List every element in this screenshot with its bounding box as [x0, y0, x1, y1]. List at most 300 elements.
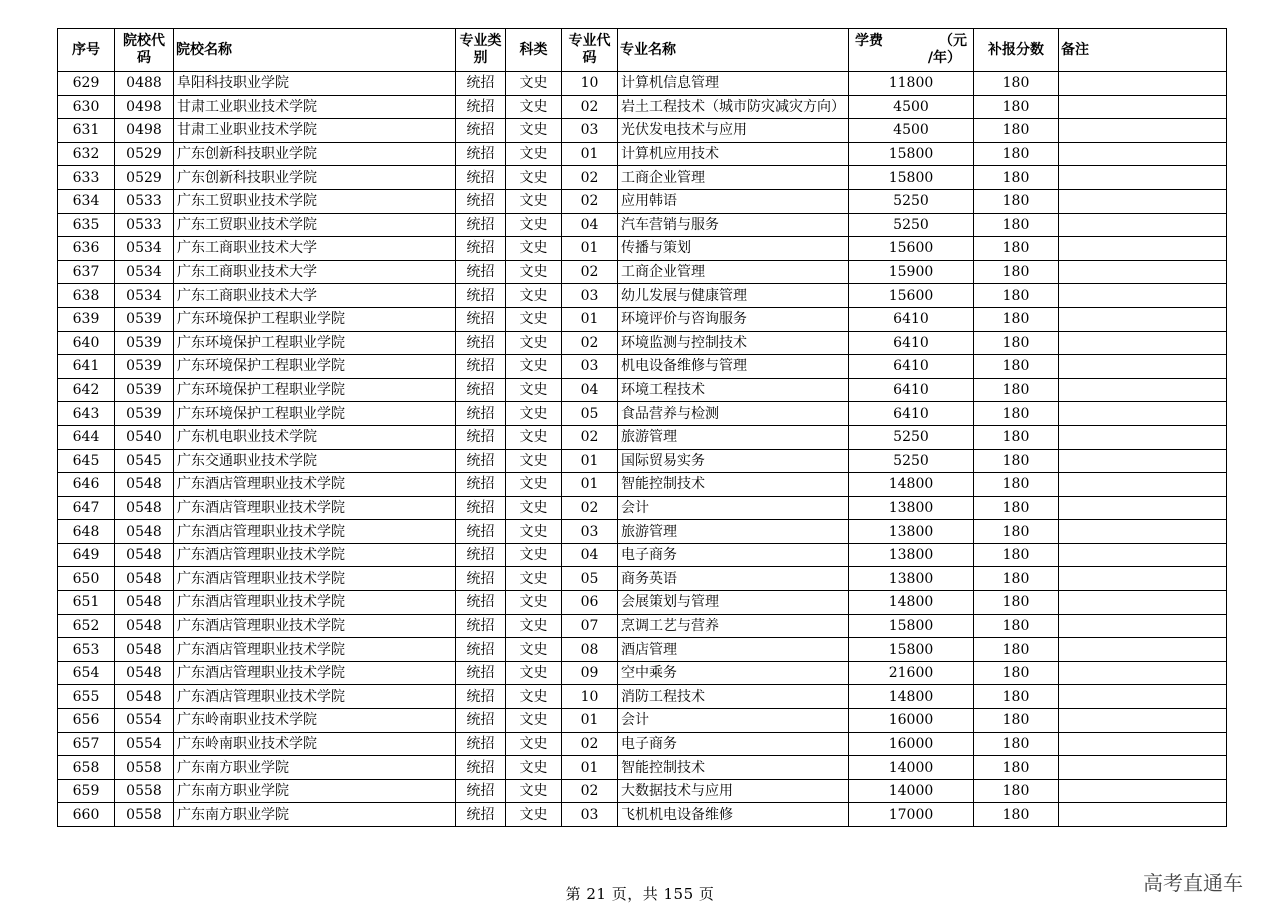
cell-school-name: 广东酒店管理职业技术学院	[174, 685, 456, 709]
cell-note	[1059, 732, 1227, 756]
cell-fee: 14800	[849, 591, 974, 615]
cell-fee: 6410	[849, 355, 974, 379]
cell-major-name: 大数据技术与应用	[618, 779, 849, 803]
cell-school-code: 0548	[115, 520, 174, 544]
cell-fee: 14800	[849, 473, 974, 497]
cell-major-name: 工商企业管理	[618, 166, 849, 190]
cell-school-name: 广东南方职业学院	[174, 756, 456, 780]
cell-note	[1059, 449, 1227, 473]
header-school-code: 院校代码	[115, 29, 174, 72]
cell-score: 180	[974, 166, 1059, 190]
cell-major-name: 计算机应用技术	[618, 142, 849, 166]
cell-school-code: 0558	[115, 803, 174, 827]
cell-major-name: 旅游管理	[618, 520, 849, 544]
table-row	[58, 732, 1227, 756]
cell-major-code: 08	[562, 638, 618, 662]
cell-seq: 638	[58, 284, 115, 308]
cell-major-name: 电子商务	[618, 543, 849, 567]
table-row	[58, 756, 1227, 780]
cell-fee: 16000	[849, 709, 974, 733]
cell-major-name: 汽车营销与服务	[618, 213, 849, 237]
cell-school-code: 0545	[115, 449, 174, 473]
table-row	[58, 520, 1227, 544]
header-major-type: 专业类别	[456, 29, 506, 72]
cell-fee: 15800	[849, 166, 974, 190]
cell-score: 180	[974, 307, 1059, 331]
cell-subject: 文史	[506, 567, 562, 591]
cell-major-code: 04	[562, 543, 618, 567]
cell-major-name: 计算机信息管理	[618, 72, 849, 96]
cell-major-code: 01	[562, 307, 618, 331]
table-row	[58, 496, 1227, 520]
cell-school-name: 广东环境保护工程职业学院	[174, 378, 456, 402]
cell-seq: 635	[58, 213, 115, 237]
cell-seq: 642	[58, 378, 115, 402]
table-row	[58, 567, 1227, 591]
cell-seq: 657	[58, 732, 115, 756]
cell-note	[1059, 284, 1227, 308]
cell-subject: 文史	[506, 72, 562, 96]
cell-major-code: 06	[562, 591, 618, 615]
cell-score: 180	[974, 732, 1059, 756]
cell-school-code: 0548	[115, 473, 174, 497]
cell-note	[1059, 331, 1227, 355]
cell-major-type: 统招	[456, 95, 506, 119]
cell-major-name: 会计	[618, 709, 849, 733]
cell-school-code: 0548	[115, 614, 174, 638]
cell-school-code: 0529	[115, 142, 174, 166]
cell-note	[1059, 72, 1227, 96]
header-seq: 序号	[58, 29, 115, 72]
cell-fee: 14000	[849, 756, 974, 780]
cell-subject: 文史	[506, 142, 562, 166]
cell-major-type: 统招	[456, 331, 506, 355]
cell-score: 180	[974, 473, 1059, 497]
cell-seq: 646	[58, 473, 115, 497]
cell-subject: 文史	[506, 402, 562, 426]
cell-seq: 639	[58, 307, 115, 331]
cell-school-name: 广东工商职业技术大学	[174, 237, 456, 261]
cell-seq: 653	[58, 638, 115, 662]
table-row	[58, 473, 1227, 497]
table-body	[58, 72, 1227, 827]
cell-major-type: 统招	[456, 709, 506, 733]
table-header-row	[58, 29, 1227, 72]
cell-subject: 文史	[506, 709, 562, 733]
cell-school-code: 0548	[115, 638, 174, 662]
cell-note	[1059, 473, 1227, 497]
cell-major-code: 01	[562, 237, 618, 261]
cell-major-code: 02	[562, 425, 618, 449]
cell-major-type: 统招	[456, 661, 506, 685]
cell-seq: 660	[58, 803, 115, 827]
cell-note	[1059, 119, 1227, 143]
page-footer: 第 21 页，共 155 页	[565, 885, 715, 903]
cell-major-name: 旅游管理	[618, 425, 849, 449]
admissions-table	[57, 28, 1227, 827]
cell-score: 180	[974, 331, 1059, 355]
cell-score: 180	[974, 189, 1059, 213]
cell-school-name: 甘肃工业职业技术学院	[174, 119, 456, 143]
cell-major-code: 03	[562, 355, 618, 379]
cell-fee: 15800	[849, 638, 974, 662]
cell-fee: 15900	[849, 260, 974, 284]
cell-major-type: 统招	[456, 166, 506, 190]
cell-school-name: 广东酒店管理职业技术学院	[174, 638, 456, 662]
cell-fee: 15800	[849, 142, 974, 166]
cell-seq: 634	[58, 189, 115, 213]
table-row	[58, 237, 1227, 261]
cell-seq: 648	[58, 520, 115, 544]
cell-major-type: 统招	[456, 591, 506, 615]
cell-school-name: 广东岭南职业技术学院	[174, 732, 456, 756]
cell-school-name: 广东酒店管理职业技术学院	[174, 614, 456, 638]
cell-school-name: 阜阳科技职业学院	[174, 72, 456, 96]
cell-fee: 13800	[849, 520, 974, 544]
cell-score: 180	[974, 95, 1059, 119]
cell-score: 180	[974, 142, 1059, 166]
cell-school-name: 广东南方职业学院	[174, 803, 456, 827]
cell-major-type: 统招	[456, 260, 506, 284]
cell-note	[1059, 685, 1227, 709]
cell-school-name: 广东酒店管理职业技术学院	[174, 661, 456, 685]
cell-seq: 658	[58, 756, 115, 780]
table-row	[58, 685, 1227, 709]
cell-major-name: 商务英语	[618, 567, 849, 591]
cell-school-code: 0539	[115, 355, 174, 379]
table-row	[58, 72, 1227, 96]
header-major-code: 专业代码	[562, 29, 618, 72]
cell-major-name: 酒店管理	[618, 638, 849, 662]
cell-subject: 文史	[506, 95, 562, 119]
header-fee-label: 学费	[855, 33, 883, 49]
cell-major-name: 智能控制技术	[618, 756, 849, 780]
cell-major-name: 环境监测与控制技术	[618, 331, 849, 355]
cell-major-name: 飞机机电设备维修	[618, 803, 849, 827]
cell-seq: 633	[58, 166, 115, 190]
header-fee-per-year: /年）	[927, 50, 961, 66]
cell-major-type: 统招	[456, 567, 506, 591]
cell-subject: 文史	[506, 449, 562, 473]
cell-major-type: 统招	[456, 284, 506, 308]
cell-school-code: 0548	[115, 661, 174, 685]
table-row	[58, 449, 1227, 473]
cell-school-code: 0554	[115, 709, 174, 733]
cell-major-type: 统招	[456, 520, 506, 544]
cell-major-type: 统招	[456, 638, 506, 662]
cell-subject: 文史	[506, 520, 562, 544]
cell-major-type: 统招	[456, 402, 506, 426]
cell-school-name: 广东环境保护工程职业学院	[174, 307, 456, 331]
cell-score: 180	[974, 119, 1059, 143]
cell-fee: 13800	[849, 567, 974, 591]
cell-school-code: 0558	[115, 756, 174, 780]
table-row	[58, 402, 1227, 426]
cell-note	[1059, 567, 1227, 591]
cell-subject: 文史	[506, 779, 562, 803]
cell-note	[1059, 425, 1227, 449]
cell-major-type: 统招	[456, 189, 506, 213]
cell-score: 180	[974, 709, 1059, 733]
cell-major-type: 统招	[456, 355, 506, 379]
cell-major-type: 统招	[456, 237, 506, 261]
cell-school-name: 广东创新科技职业学院	[174, 142, 456, 166]
cell-major-type: 统招	[456, 142, 506, 166]
cell-major-code: 01	[562, 756, 618, 780]
cell-major-code: 02	[562, 331, 618, 355]
cell-subject: 文史	[506, 213, 562, 237]
cell-note	[1059, 189, 1227, 213]
table-row	[58, 284, 1227, 308]
cell-major-name: 会计	[618, 496, 849, 520]
table-row	[58, 614, 1227, 638]
cell-major-type: 统招	[456, 72, 506, 96]
cell-fee: 16000	[849, 732, 974, 756]
cell-school-code: 0548	[115, 543, 174, 567]
cell-major-type: 统招	[456, 543, 506, 567]
cell-major-name: 机电设备维修与管理	[618, 355, 849, 379]
cell-school-code: 0539	[115, 331, 174, 355]
cell-school-code: 0529	[115, 166, 174, 190]
cell-school-code: 0539	[115, 378, 174, 402]
header-school-name: 院校名称	[174, 29, 456, 72]
cell-major-code: 03	[562, 119, 618, 143]
cell-school-code: 0548	[115, 496, 174, 520]
cell-school-name: 广东环境保护工程职业学院	[174, 355, 456, 379]
cell-note	[1059, 355, 1227, 379]
cell-subject: 文史	[506, 237, 562, 261]
cell-school-code: 0548	[115, 685, 174, 709]
cell-school-name: 广东酒店管理职业技术学院	[174, 567, 456, 591]
cell-major-code: 10	[562, 72, 618, 96]
cell-subject: 文史	[506, 331, 562, 355]
cell-subject: 文史	[506, 685, 562, 709]
cell-score: 180	[974, 72, 1059, 96]
cell-fee: 13800	[849, 496, 974, 520]
table-row	[58, 591, 1227, 615]
cell-note	[1059, 709, 1227, 733]
cell-school-code: 0539	[115, 402, 174, 426]
cell-note	[1059, 95, 1227, 119]
cell-major-code: 02	[562, 189, 618, 213]
cell-major-type: 统招	[456, 496, 506, 520]
header-note: 备注	[1059, 29, 1227, 72]
cell-major-type: 统招	[456, 378, 506, 402]
cell-school-name: 广东工商职业技术大学	[174, 260, 456, 284]
cell-note	[1059, 260, 1227, 284]
cell-note	[1059, 166, 1227, 190]
cell-fee: 6410	[849, 402, 974, 426]
cell-major-name: 烹调工艺与营养	[618, 614, 849, 638]
cell-seq: 659	[58, 779, 115, 803]
cell-score: 180	[974, 567, 1059, 591]
cell-subject: 文史	[506, 307, 562, 331]
cell-major-name: 环境评价与咨询服务	[618, 307, 849, 331]
cell-major-code: 02	[562, 95, 618, 119]
cell-major-code: 05	[562, 402, 618, 426]
cell-note	[1059, 378, 1227, 402]
cell-seq: 652	[58, 614, 115, 638]
cell-major-type: 统招	[456, 119, 506, 143]
cell-major-name: 岩土工程技术（城市防灾减灾方向）	[618, 95, 849, 119]
cell-subject: 文史	[506, 591, 562, 615]
cell-school-name: 广东环境保护工程职业学院	[174, 402, 456, 426]
cell-seq: 643	[58, 402, 115, 426]
cell-subject: 文史	[506, 166, 562, 190]
cell-major-code: 02	[562, 496, 618, 520]
header-fee-unit: （元	[939, 33, 967, 49]
table-row	[58, 355, 1227, 379]
cell-major-code: 01	[562, 449, 618, 473]
cell-note	[1059, 402, 1227, 426]
cell-note	[1059, 661, 1227, 685]
cell-major-code: 01	[562, 473, 618, 497]
cell-major-code: 01	[562, 142, 618, 166]
cell-subject: 文史	[506, 661, 562, 685]
cell-fee: 14800	[849, 685, 974, 709]
cell-note	[1059, 307, 1227, 331]
cell-seq: 629	[58, 72, 115, 96]
cell-major-type: 统招	[456, 614, 506, 638]
cell-score: 180	[974, 638, 1059, 662]
cell-major-name: 食品营养与检测	[618, 402, 849, 426]
cell-school-code: 0548	[115, 591, 174, 615]
cell-major-type: 统招	[456, 425, 506, 449]
admissions-table-container	[57, 28, 1227, 827]
cell-note	[1059, 520, 1227, 544]
cell-school-code: 0498	[115, 95, 174, 119]
cell-school-code: 0539	[115, 307, 174, 331]
watermark: 高考直通车	[1143, 871, 1243, 895]
cell-school-name: 广东机电职业技术学院	[174, 425, 456, 449]
cell-major-name: 环境工程技术	[618, 378, 849, 402]
cell-school-code: 0534	[115, 260, 174, 284]
table-row	[58, 779, 1227, 803]
cell-fee: 11800	[849, 72, 974, 96]
cell-major-code: 07	[562, 614, 618, 638]
cell-major-code: 03	[562, 803, 618, 827]
cell-major-name: 应用韩语	[618, 189, 849, 213]
cell-major-name: 空中乘务	[618, 661, 849, 685]
cell-school-name: 广东酒店管理职业技术学院	[174, 591, 456, 615]
cell-major-code: 10	[562, 685, 618, 709]
cell-major-name: 幼儿发展与健康管理	[618, 284, 849, 308]
cell-seq: 649	[58, 543, 115, 567]
cell-subject: 文史	[506, 614, 562, 638]
cell-school-name: 广东工贸职业技术学院	[174, 189, 456, 213]
cell-school-code: 0534	[115, 237, 174, 261]
cell-score: 180	[974, 284, 1059, 308]
cell-seq: 640	[58, 331, 115, 355]
cell-score: 180	[974, 402, 1059, 426]
cell-fee: 6410	[849, 378, 974, 402]
cell-fee: 5250	[849, 449, 974, 473]
cell-school-name: 广东岭南职业技术学院	[174, 709, 456, 733]
table-row	[58, 119, 1227, 143]
cell-score: 180	[974, 378, 1059, 402]
cell-seq: 656	[58, 709, 115, 733]
table-row	[58, 543, 1227, 567]
cell-fee: 13800	[849, 543, 974, 567]
cell-seq: 655	[58, 685, 115, 709]
cell-school-code: 0548	[115, 567, 174, 591]
cell-seq: 650	[58, 567, 115, 591]
cell-fee: 4500	[849, 95, 974, 119]
cell-major-type: 统招	[456, 449, 506, 473]
table-row	[58, 378, 1227, 402]
cell-school-code: 0540	[115, 425, 174, 449]
cell-school-code: 0558	[115, 779, 174, 803]
cell-seq: 645	[58, 449, 115, 473]
cell-score: 180	[974, 237, 1059, 261]
cell-major-name: 光伏发电技术与应用	[618, 119, 849, 143]
cell-major-name: 消防工程技术	[618, 685, 849, 709]
cell-score: 180	[974, 756, 1059, 780]
cell-major-type: 统招	[456, 732, 506, 756]
cell-major-type: 统招	[456, 307, 506, 331]
cell-school-code: 0533	[115, 189, 174, 213]
header-subject: 科类	[506, 29, 562, 72]
cell-major-name: 智能控制技术	[618, 473, 849, 497]
cell-school-name: 广东酒店管理职业技术学院	[174, 473, 456, 497]
cell-score: 180	[974, 213, 1059, 237]
cell-subject: 文史	[506, 473, 562, 497]
cell-score: 180	[974, 591, 1059, 615]
cell-score: 180	[974, 614, 1059, 638]
cell-major-code: 02	[562, 732, 618, 756]
table-row	[58, 638, 1227, 662]
cell-subject: 文史	[506, 732, 562, 756]
cell-subject: 文史	[506, 425, 562, 449]
cell-seq: 654	[58, 661, 115, 685]
table-row	[58, 661, 1227, 685]
table-row	[58, 189, 1227, 213]
cell-school-name: 广东工贸职业技术学院	[174, 213, 456, 237]
cell-major-code: 02	[562, 166, 618, 190]
cell-seq: 647	[58, 496, 115, 520]
cell-subject: 文史	[506, 189, 562, 213]
cell-fee: 15600	[849, 237, 974, 261]
cell-major-code: 03	[562, 284, 618, 308]
cell-score: 180	[974, 685, 1059, 709]
cell-major-code: 05	[562, 567, 618, 591]
cell-score: 180	[974, 260, 1059, 284]
cell-school-name: 广东交通职业技术学院	[174, 449, 456, 473]
cell-fee: 14000	[849, 779, 974, 803]
cell-subject: 文史	[506, 638, 562, 662]
table-row	[58, 95, 1227, 119]
cell-school-code: 0534	[115, 284, 174, 308]
cell-school-code: 0498	[115, 119, 174, 143]
cell-fee: 5250	[849, 213, 974, 237]
cell-fee: 17000	[849, 803, 974, 827]
cell-fee: 21600	[849, 661, 974, 685]
cell-score: 180	[974, 779, 1059, 803]
cell-seq: 644	[58, 425, 115, 449]
cell-note	[1059, 614, 1227, 638]
cell-seq: 641	[58, 355, 115, 379]
cell-note	[1059, 213, 1227, 237]
cell-fee: 5250	[849, 425, 974, 449]
cell-note	[1059, 237, 1227, 261]
cell-subject: 文史	[506, 496, 562, 520]
cell-subject: 文史	[506, 119, 562, 143]
cell-seq: 630	[58, 95, 115, 119]
cell-school-code: 0533	[115, 213, 174, 237]
cell-school-name: 广东环境保护工程职业学院	[174, 331, 456, 355]
cell-score: 180	[974, 355, 1059, 379]
table-row	[58, 425, 1227, 449]
